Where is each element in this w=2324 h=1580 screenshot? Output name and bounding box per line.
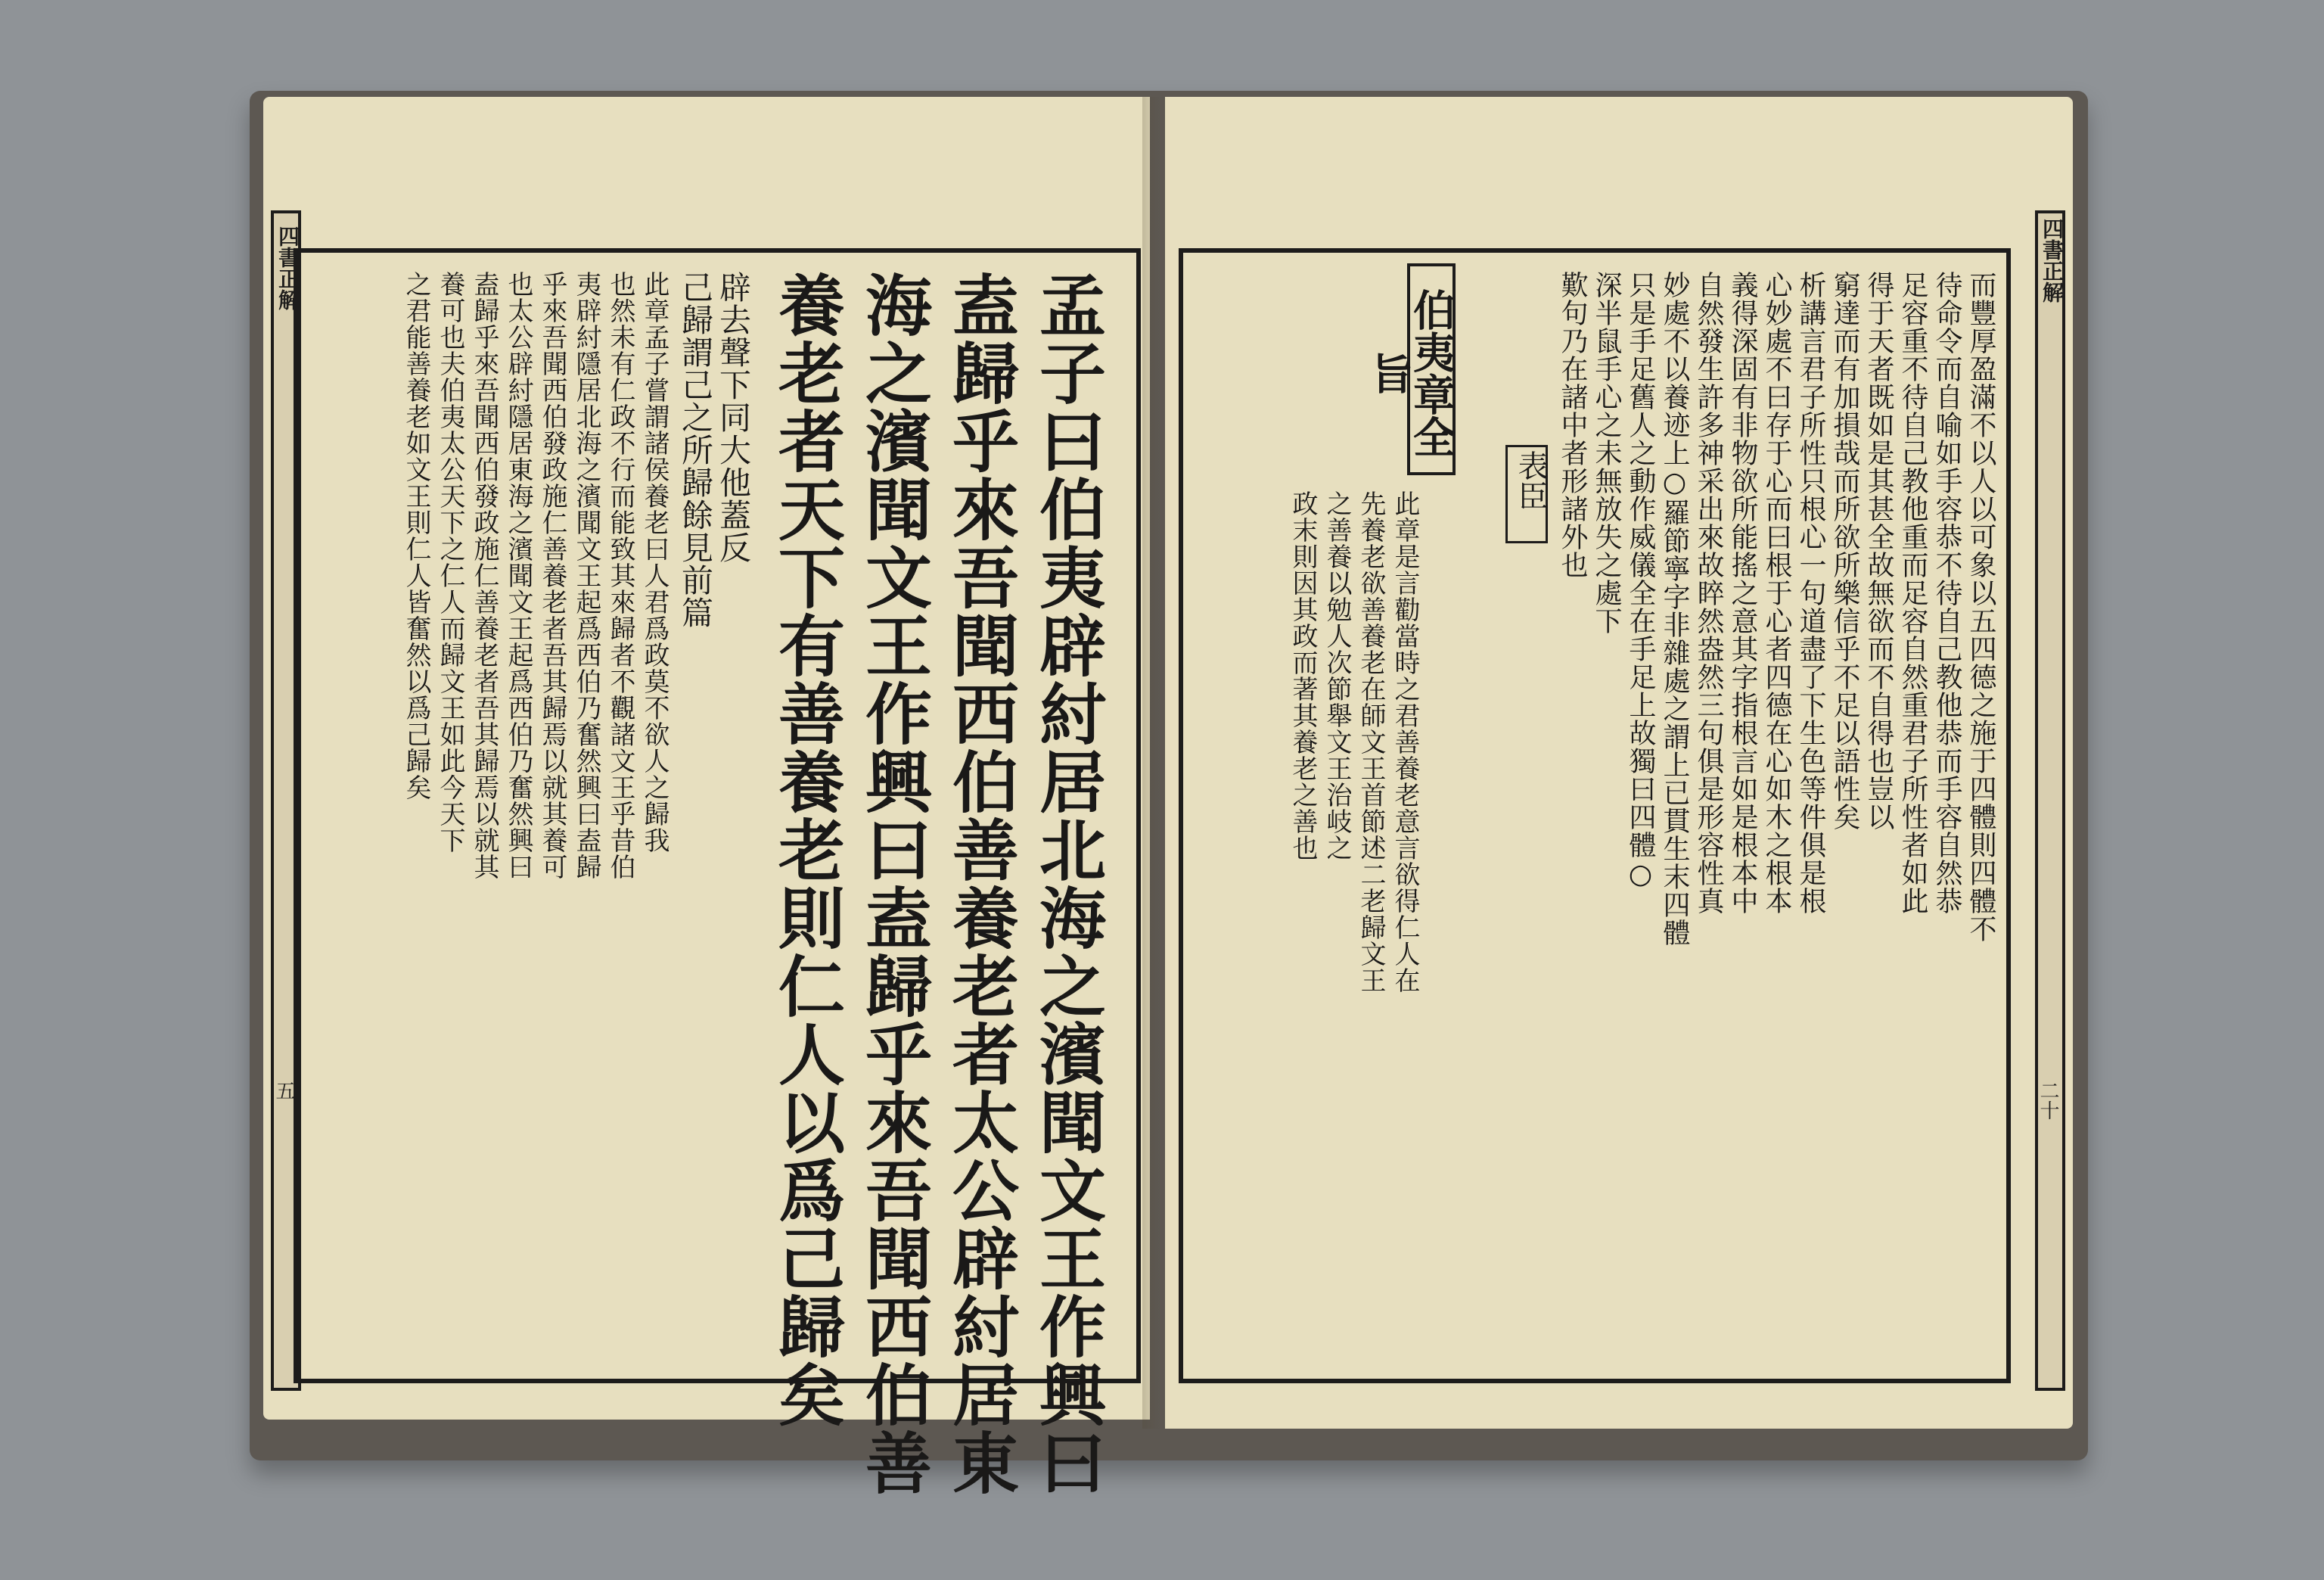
main-text-column: 海之濱聞文王作興曰盍歸乎來吾聞西伯善 [855, 271, 934, 1497]
commentary-column: 足容重不待自己教他重而足容自然重君子所性者如此 [1897, 271, 1928, 915]
commentary-column: 待命令而自喻如手容恭不待自己教他恭而手容自然恭 [1931, 271, 1962, 915]
left-edge-number: 五 [272, 1081, 295, 1100]
commentary-column: 盍歸乎來吾聞西伯發政施仁善養老者吾其歸焉以就其 [469, 271, 499, 880]
commentary-column: 義得深固有非物欲所能搖之意其字指根言如是根本中 [1727, 271, 1758, 915]
commentary-column: 只是手足舊人之動作威儀全在手足上故獨曰四體○ [1625, 271, 1656, 891]
commentary-column: 養可也夫伯夷太公天下之仁人而歸文王如此今天下 [435, 271, 465, 854]
commentary-column: 政末則因其政而著其養老之善也 [1288, 490, 1318, 861]
commentary-column: 己歸謂己之所歸餘見前篇 [677, 271, 714, 629]
commentary-column: 心妙處不曰存于心而曰根于心者四德在心如木之根本 [1761, 271, 1792, 915]
commentary-column: 深半鼠手心之未無放失之處下 [1591, 271, 1622, 635]
commentary-column: 之善養以勉人次節舉文王治岐之 [1322, 490, 1352, 861]
right-edge-label: 四書正解 [2040, 218, 2065, 303]
commentary-column: 也太公辟紂隱居東海之濱聞文王起爲西伯乃奮然興曰 [503, 271, 533, 880]
section-tag: 表臣 [1505, 445, 1548, 543]
right-page [1165, 97, 2073, 1429]
right-edge-number: 二十 [2037, 1081, 2059, 1120]
main-text-column: 養老者天下有善養老則仁人以爲己歸矣 [768, 271, 847, 1429]
commentary-column: 此章孟子嘗謂諸侯養老曰人君爲政莫不欲人之歸我 [639, 271, 670, 854]
left-page [263, 97, 1150, 1497]
commentary-column: 夷辟紂隱居北海之濱聞文王起爲西伯乃奮然興曰盍歸 [571, 271, 601, 880]
commentary-column: 之君能善養老如文王則仁人皆奮然以爲己歸矣 [401, 271, 431, 801]
main-text-column: 盍歸乎來吾聞西伯善養老者太公辟紂居東 [942, 271, 1021, 1497]
chapter-title-box: 伯夷章全旨 [1407, 263, 1456, 475]
commentary-column: 得于天者既如是其甚全故無欲而不自得也豈以 [1863, 271, 1894, 831]
commentary-column: 乎來吾聞西伯發政施仁善養老者吾其歸焉以就其養可 [537, 271, 567, 880]
commentary-column: 也然未有仁政不行而能致其來歸者不觀諸文王乎昔伯 [605, 271, 635, 880]
main-text-column: 孟子曰伯夷辟紂居北海之濱聞文王作興曰 [1029, 271, 1108, 1497]
commentary-column: 歎句乃在諸中者形諸外也 [1557, 271, 1588, 579]
commentary-column: 而豐厚盈滿不以人以可象以五四德之施于四體則四體不 [1965, 271, 1996, 943]
left-edge-label: 四書正解 [275, 225, 300, 310]
right-edge-strip [2035, 210, 2065, 1391]
commentary-column: 窮達而有加損哉而所欲所樂信乎不足以語性矣 [1829, 271, 1860, 831]
commentary-column: 析講言君子所性只根心一句道盡了下生色等件俱是根 [1795, 271, 1826, 915]
commentary-column: 妙處不以養迹上○羅節寧字非雜處之謂上已貫生末四體 [1659, 271, 1690, 947]
commentary-column: 此章是言勸當時之君善養老意言欲得仁人在 [1390, 490, 1420, 994]
commentary-column: 先養老欲善養老在師文王首節述二老歸文王 [1356, 490, 1386, 994]
commentary-column: 辟去聲下同大他蓋反 [715, 271, 752, 564]
commentary-column: 自然發生許多神采出來故睟然盎然三句俱是形容性真 [1693, 271, 1724, 915]
